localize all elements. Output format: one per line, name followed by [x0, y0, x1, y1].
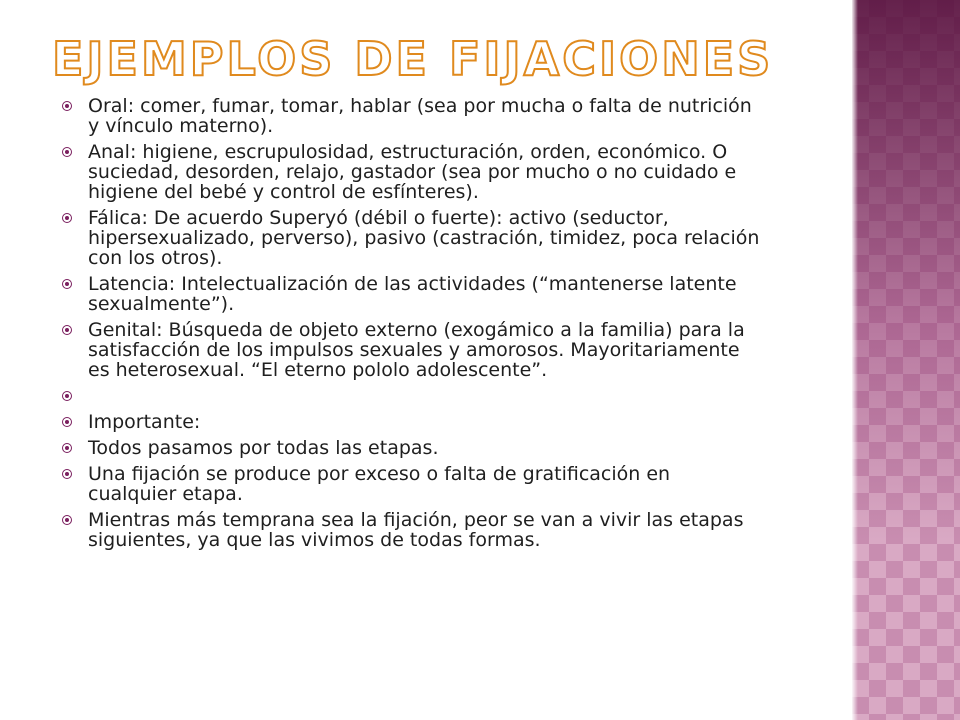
bullet-item-importante — [60, 412, 760, 432]
bullet-item-oral — [60, 96, 760, 136]
bullet-text: Importante: — [88, 411, 201, 433]
bullet-item-mientras — [60, 510, 760, 550]
bullet-item-genital — [60, 320, 760, 380]
bullet-circle-icon — [62, 417, 72, 427]
bullet-circle-icon — [62, 325, 72, 335]
bullet-circle-icon — [62, 213, 72, 223]
bullet-item-falica — [60, 208, 760, 268]
bullet-text: Una fijación se produce por exceso o falta de gratificación en cualquier etapa. — [88, 463, 671, 505]
bullet-circle-icon — [62, 469, 72, 479]
bullet-circle-icon — [62, 147, 72, 157]
bullet-item-todos — [60, 438, 760, 458]
bullet-circle-icon — [62, 515, 72, 525]
bullet-text: Mientras más temprana sea la fijación, peor se van a vivir las etapas siguientes, ya que las vivimos de todas formas. — [88, 509, 744, 551]
bullet-item-latencia — [60, 274, 760, 314]
bullet-text: Anal: higiene, escrupulosidad, estructuración, orden, económico. O suciedad, desorden, relajo, gastador (sea por mucho o no cuidado e higiene del bebé y control de esfínteres). — [88, 141, 737, 203]
side-band-highlight — [852, 0, 858, 720]
bullet-text: Oral: comer, fumar, tomar, hablar (sea por mucha o falta de nutrición y vínculo materno). — [88, 95, 752, 137]
bullet-text: Latencia: Intelectualización de las actividades (“mantenerse latente sexualmente”). — [88, 273, 737, 315]
bullet-circle-icon — [62, 391, 72, 401]
bullet-circle-icon — [62, 443, 72, 453]
bullet-text: Genital: Búsqueda de objeto externo (exogámico a la familia) para la satisfacción de los impulsos sexuales y amorosos. Mayoritariamente es heterosexual. “El eterno pololo adolescente”. — [88, 319, 745, 381]
decorative-side-band — [852, 0, 960, 720]
bullet-list — [60, 96, 760, 556]
bullet-text: Fálica: De acuerdo Superyó (débil o fuerte): activo (seductor, hipersexualizado, perverso), pasivo (castración, timidez, poca relación con los otros). — [88, 207, 760, 269]
slide-title: EJEMPLOS DE FIJACIONES — [52, 32, 774, 86]
bullet-circle-icon — [62, 101, 72, 111]
bullet-text: Todos pasamos por todas las etapas. — [88, 437, 439, 459]
bullet-item-fijacion — [60, 464, 760, 504]
bullet-circle-icon — [62, 279, 72, 289]
bullet-item-anal — [60, 142, 760, 202]
bullet-item-empty — [60, 386, 760, 406]
